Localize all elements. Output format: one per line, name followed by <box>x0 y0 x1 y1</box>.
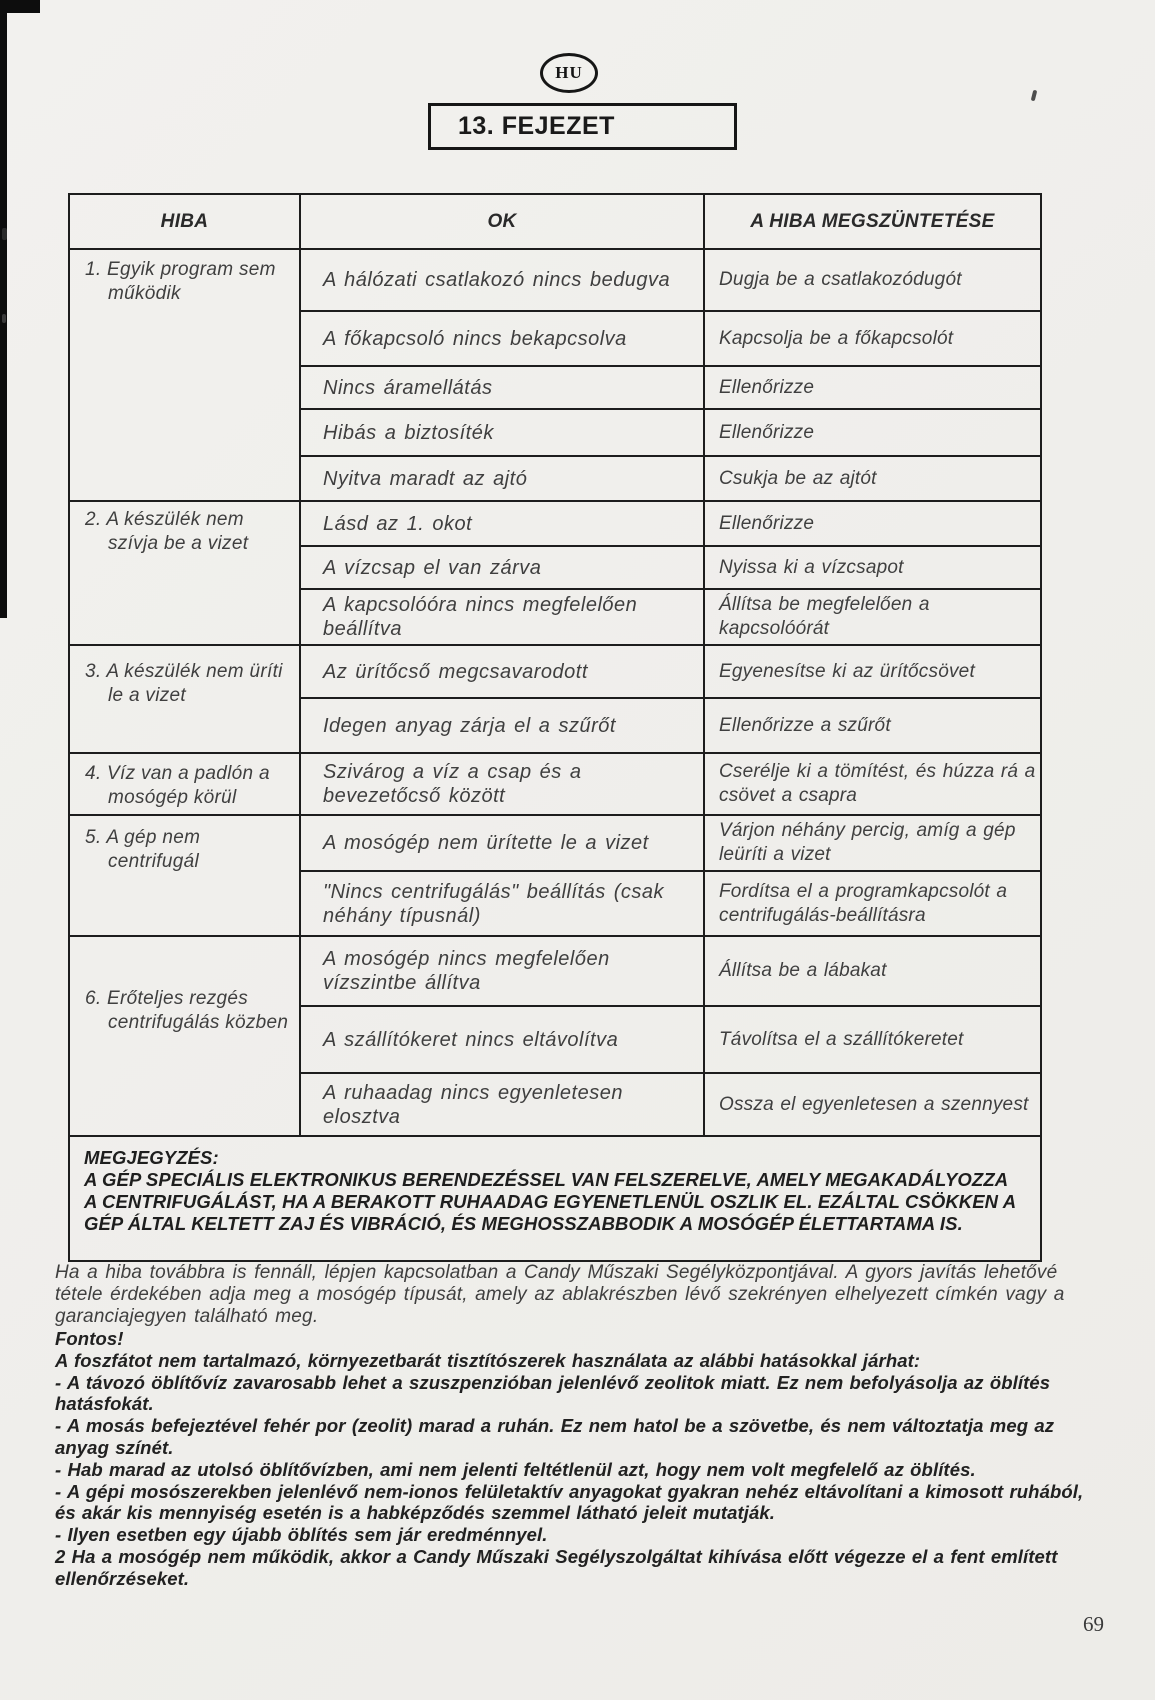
cause-cell: A mosógép nem ürítette le a vizet <box>300 815 704 871</box>
remedy-cell: Cserélje ki a tömítést, és húzza rá a csövet a csapra <box>704 753 1041 815</box>
bullet-item: - A mosás befejeztével fehér por (zeolit) marad a ruhán. Ez nem hatol be a szövetbe, és nem változtatja meg az anyag színét. <box>55 1415 1055 1458</box>
fault-cell: 5. A gép nem centrifugál <box>69 815 300 936</box>
remedy-cell: Ellenőrizze a szűrőt <box>704 698 1041 753</box>
remedy-cell: Ossza el egyenletesen a szennyest <box>704 1073 1041 1136</box>
chapter-title-box <box>428 103 737 150</box>
service-info-paragraph: Ha a hiba továbbra is fennáll, lépjen kapcsolatban a Candy Műszaki Segélyközpontjával. A gyors javítás lehetővé tétele érdekében adja meg a mosógép típusát, amely az ablakrészben lévő szekrényen elhelyezett címkén vagy a garanciajegyen található meg. <box>55 1262 1065 1327</box>
cause-cell: A vízcsap el van zárva <box>300 546 704 589</box>
cause-cell: Nyitva maradt az ajtó <box>300 456 704 501</box>
remedy-cell: Távolítsa el a szállítókeretet <box>704 1006 1041 1073</box>
scan-artifact-tick <box>2 314 6 323</box>
important-label: Fontos! <box>55 1328 124 1349</box>
bullet-item: - A gépi mosószerekben jelenlévő nem-ionos felületaktív anyagokat gyakran nehéz eltávolítani a kimosott ruhából, és akár kis mennyiség esetén is a habképződés szemmel látható jeleit mutatják. <box>55 1480 1084 1524</box>
remedy-cell: Állítsa be a lábakat <box>704 936 1041 1006</box>
important-intro: A foszfátot nem tartalmazó, környezetbarát tisztítószerek használata az alábbi hatásokkal járhat: <box>55 1349 921 1371</box>
scan-artifact-tick <box>2 228 7 240</box>
table-row <box>69 753 1041 815</box>
table-row <box>69 501 1041 546</box>
page-number: 69 <box>1083 1612 1104 1636</box>
scan-artifact-nub <box>0 0 40 13</box>
remedy-cell: Ellenőrizze <box>704 501 1041 546</box>
fault-cell: 2. A készülék nem szívja be a vizet <box>69 501 300 645</box>
column-header-remedy: A HIBA MEGSZÜNTETÉSE <box>704 194 1041 249</box>
bullet-item: - A távozó öblítővíz zavarosabb lehet a szuszpenzióban jelenlévő zeolitok miatt. Ez nem befolyásolja az öblítés hatásfokát. <box>55 1371 1051 1415</box>
remedy-cell: Fordítsa el a programkapcsolót a centrifugálás-beállításra <box>704 871 1041 936</box>
bullet-item: - Ilyen esetben egy újabb öblítés sem jár eredménnyel. <box>55 1524 548 1546</box>
note-text: A GÉP SPECIÁLIS ELEKTRONIKUS BERENDEZÉSSEL VAN FELSZERELVE, AMELY MEGAKADÁLYOZZA A CENTRIFUGÁLÁST, HA A BERAKOTT RUHAADAG EGYENETLENÜL OSZLIK EL. EZÁLTAL CSÖKKEN A GÉP ÁLTAL KELTETT ZAJ ÉS VIBRÁCIÓ, ÉS MEGHOSSZABBODIK A MOSÓGÉP ÉLETTARTAMA IS. <box>84 1169 1016 1234</box>
note-label: MEGJEGYZÉS: <box>84 1147 219 1168</box>
cause-cell: "Nincs centrifugálás" beállítás (csak néhány típusnál) <box>300 871 704 936</box>
language-badge-label: HU <box>555 63 583 82</box>
cause-cell: A szállítókeret nincs eltávolítva <box>300 1006 704 1073</box>
remedy-cell: Ellenőrizze <box>704 409 1041 456</box>
scan-artifact-speck <box>1031 90 1038 102</box>
cause-cell: Idegen anyag zárja el a szűrőt <box>300 698 704 753</box>
cause-cell: Nincs áramellátás <box>300 366 704 409</box>
remedy-cell: Csukja be az ajtót <box>704 456 1041 501</box>
note-row <box>69 1136 1041 1261</box>
table-header <box>69 194 1041 249</box>
chapter-title: 13. FEJEZET <box>458 112 615 140</box>
fault-cell: 1. Egyik program sem működik <box>69 249 300 501</box>
table-row <box>69 936 1041 1006</box>
scan-artifact-bar <box>0 0 7 618</box>
column-header-fault: HIBA <box>69 194 300 249</box>
remedy-cell: Kapcsolja be a főkapcsolót <box>704 311 1041 366</box>
table-row <box>69 645 1041 698</box>
remedy-cell: Ellenőrizze <box>704 366 1041 409</box>
cause-cell: Lásd az 1. okot <box>300 501 704 546</box>
cause-cell: A ruhaadag nincs egyenletesen elosztva <box>300 1073 704 1136</box>
cause-cell: A mosógép nincs megfelelően vízszintbe állítva <box>300 936 704 1006</box>
table-body <box>69 249 1041 1136</box>
table-row <box>69 815 1041 871</box>
fault-cell: 3. A készülék nem üríti le a vizet <box>69 645 300 753</box>
table-row <box>69 249 1041 311</box>
cause-cell: A főkapcsoló nincs bekapcsolva <box>300 311 704 366</box>
bullet-item: - Hab marad az utolsó öblítővízben, ami nem jelenti feltétlenül azt, hogy nem volt megfelelő az öblítés. <box>55 1458 976 1480</box>
language-badge <box>540 53 598 93</box>
remedy-cell: Dugja be a csatlakozódugót <box>704 249 1041 311</box>
fault-cell: 4. Víz van a padlón a mosógép körül <box>69 753 300 815</box>
remedy-cell: Állítsa be megfelelően a kapcsolóórát <box>704 589 1041 645</box>
fault-cell: 6. Erőteljes rezgés centrifugálás közben <box>69 936 300 1136</box>
cause-cell: Az ürítőcső megcsavarodott <box>300 645 704 698</box>
remedy-cell: Egyenesítse ki az ürítőcsövet <box>704 645 1041 698</box>
closing-paragraph: 2 Ha a mosógép nem működik, akkor a Candy Műszaki Segélyszolgáltat kihívása előtt végezze el a fent említett ellenőrzéseket. <box>55 1545 1058 1589</box>
cause-cell: Szivárog a víz a csap és a bevezetőcső között <box>300 753 704 815</box>
remedy-cell: Várjon néhány percig, amíg a gép leüríti a vizet <box>704 815 1041 871</box>
column-header-cause: OK <box>300 194 704 249</box>
footer-text <box>55 1262 1108 1590</box>
cause-cell: A kapcsolóóra nincs megfelelően beállítva <box>300 589 704 645</box>
cause-cell: A hálózati csatlakozó nincs bedugva <box>300 249 704 311</box>
note-cell <box>69 1136 1041 1261</box>
cause-cell: Hibás a biztosíték <box>300 409 704 456</box>
remedy-cell: Nyissa ki a vízcsapot <box>704 546 1041 589</box>
troubleshooting-table <box>68 193 1042 1262</box>
table-note-section <box>69 1136 1041 1261</box>
important-bullet-list <box>55 1372 1108 1546</box>
